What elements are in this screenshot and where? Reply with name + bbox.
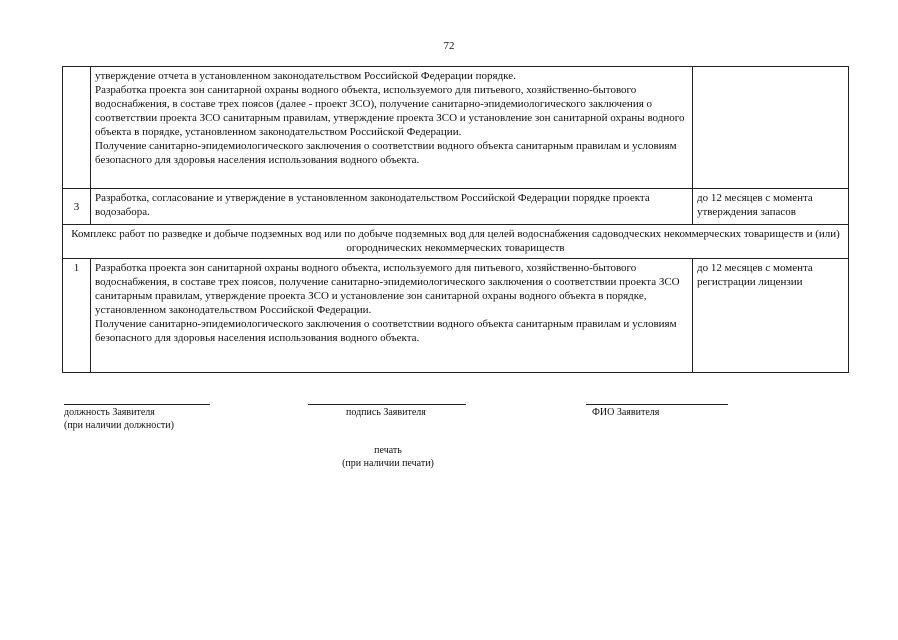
- signature-line: [308, 404, 466, 405]
- position-signature-line: [64, 404, 210, 405]
- page-number: 72: [443, 40, 455, 52]
- stamp-label: печать: [374, 445, 402, 456]
- work-description: Разработка, согласование и утверждение в установленном законодательством Российской Федерации порядке проекта водозабора.: [91, 189, 693, 225]
- table-row: [63, 67, 849, 189]
- description-paragraph: Получение санитарно-эпидемиологического заключения о соответствии водного объекта санитарным правилам и условиям безопасного для здоровья населения использования водного объекта.: [95, 318, 677, 344]
- signature-label: подпись Заявителя: [346, 407, 426, 418]
- work-term: [693, 67, 849, 189]
- row-number: 3: [63, 189, 91, 225]
- description-paragraph: Разработка проекта зон санитарной охраны водного объекта, используемого для питьевого, хозяйственно-бытового водоснабжения, в составе трех поясов, получение санитарно-эпидемиологического заключения о соответствии проекта ЗСО санитарным правилам, утверждение проекта ЗСО и установление зон санитарной охраны водного объекта в порядке, установленном законодательством Российской Федерации.: [95, 262, 680, 316]
- row-number: 1: [63, 259, 91, 373]
- works-table: [62, 66, 849, 373]
- work-term: до 12 месяцев с момента утверждения запасов: [693, 189, 849, 225]
- name-label: ФИО Заявителя: [592, 407, 660, 418]
- description-paragraph: Разработка проекта зон санитарной охраны водного объекта, используемого для питьевого, хозяйственно-бытового водоснабжения, в составе трех поясов (далее - проект ЗСО), получение санитарно-эпидемиологического заключения о соответствии проекта ЗСО санитарным правилам, утверждение проекта ЗСО и установление зон санитарной охраны водного объекта в порядке, установленном законодательством Российской Федерации.: [95, 84, 685, 138]
- work-term: до 12 месяцев с момента регистрации лицензии: [693, 259, 849, 373]
- description-paragraph: утверждение отчета в установленном законодательством Российской Федерации порядке.: [95, 70, 516, 82]
- name-signature-line: [586, 404, 728, 405]
- work-description: [91, 67, 693, 189]
- position-note: (при наличии должности): [64, 420, 174, 431]
- table-subheader-row: [63, 225, 849, 259]
- table-row: [63, 259, 849, 373]
- table-row: [63, 189, 849, 225]
- section-subheader: Комплекс работ по разведке и добыче подземных вод или по добыче подземных вод для целей водоснабжения садоводческих некоммерческих товариществ и (или) огороднических некоммерческих товариществ: [63, 225, 849, 259]
- row-number: [63, 67, 91, 189]
- stamp-note: (при наличии печати): [342, 458, 434, 469]
- work-description: [91, 259, 693, 373]
- description-paragraph: Получение санитарно-эпидемиологического заключения о соответствии водного объекта санитарным правилам и условиям безопасного для здоровья населения использования водного объекта.: [95, 140, 677, 166]
- position-label: должность Заявителя: [64, 407, 155, 418]
